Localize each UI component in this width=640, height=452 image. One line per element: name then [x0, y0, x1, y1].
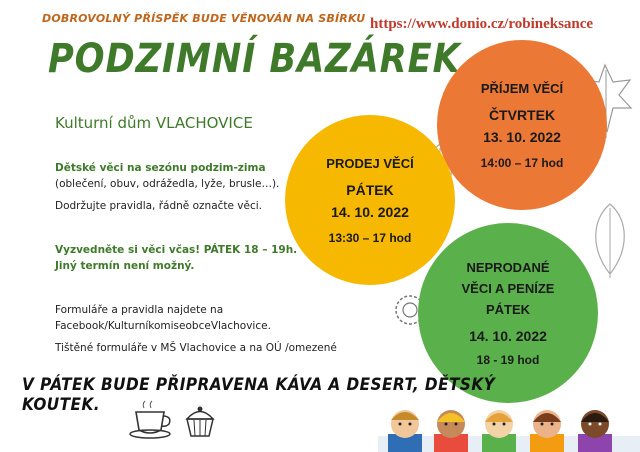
cupcake-icon — [182, 402, 218, 440]
circle-day: PÁTEK — [485, 301, 531, 317]
circle-day: PÁTEK — [346, 181, 394, 198]
circle-prijem — [437, 40, 607, 210]
info-line: Vyzvedněte si věci včas! PÁTEK 18 – 19h. — [55, 244, 298, 256]
circle-title: PRODEJ VĚCÍ — [326, 155, 414, 171]
circle-title: VĚCI A PENÍZE — [461, 280, 555, 296]
circle-day: ČTVRTEK — [488, 106, 556, 123]
kids-illustration — [378, 400, 640, 452]
circle-time: 14:00 – 17 hod — [480, 155, 564, 170]
donation-link[interactable]: https://www.donio.cz/robineksance — [370, 16, 594, 32]
coffee-cup-icon — [128, 400, 176, 442]
info-line: Formuláře a pravidla najdete na — [55, 304, 224, 316]
page-title: PODZIMNÍ BAZÁREK — [48, 36, 461, 82]
circle-time: 18 - 19 hod — [476, 352, 540, 367]
info-line: (oblečení, obuv, odrážedla, lyže, brusle…). — [55, 178, 280, 190]
info-line: Facebook/KulturníkomiseobceVlachovice. — [55, 320, 271, 332]
info-line: Jiný termín není možný. — [55, 260, 195, 272]
venue: Kulturní dům VLACHOVICE — [55, 114, 253, 132]
circle-date: 13. 10. 2022 — [483, 128, 561, 145]
footer-note: V PÁTEK BUDE PŘIPRAVENA KÁVA A DESERT, DĚTSKÝ KOUTEK. — [22, 375, 496, 415]
circle-time: 13:30 – 17 hod — [328, 230, 412, 245]
circle-prodej — [285, 115, 455, 285]
info-line: Dodržujte pravidla, řádně označte věci. — [55, 200, 263, 212]
circle-date: 14. 10. 2022 — [469, 327, 547, 344]
donation-note: DOBROVOLNÝ PŘÍSPĚK BUDE VĚNOVÁN NA SBÍRKU — [42, 12, 366, 25]
info-line: Dětské věci na sezónu podzim-zima — [55, 162, 266, 174]
leaf-outline-icon — [585, 200, 635, 280]
circle-title: PŘÍJEM VĚCÍ — [480, 80, 564, 96]
info-line: Tištěné formuláře v MŠ Vlachovice a na OÚ /omezené — [55, 342, 337, 354]
circle-date: 14. 10. 2022 — [331, 203, 409, 220]
circle-title: NEPRODANÉ — [466, 259, 550, 275]
